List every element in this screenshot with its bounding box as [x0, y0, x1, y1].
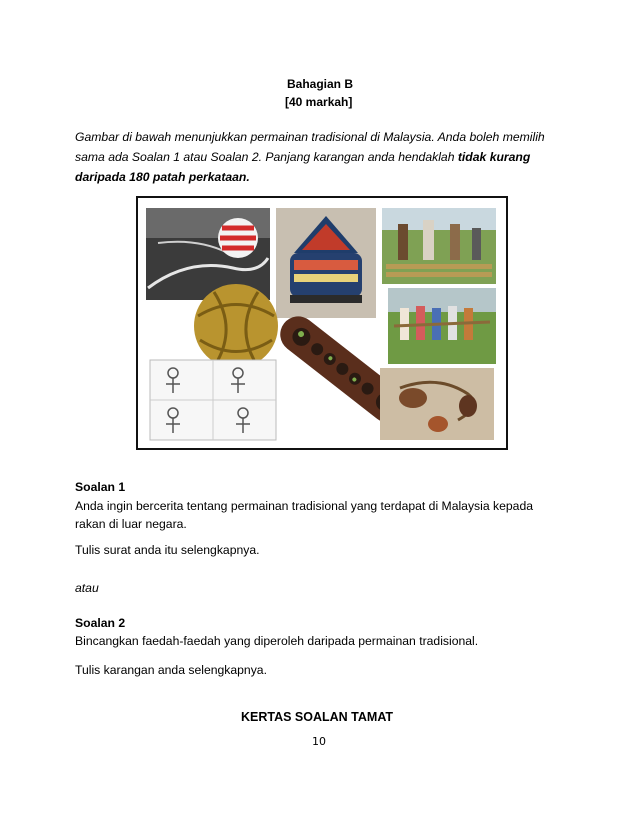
question-1-text: Anda ingin bercerita tentang permainan tradisional yang terdapat di Malaysia kepada rakan di luar negara. — [75, 499, 534, 531]
marks-label: [40 markah] — [285, 95, 353, 109]
gasing-tops-with-string-photo — [380, 368, 494, 440]
question-2-instruction: Tulis karangan anda selengkapnya. — [75, 663, 267, 677]
section-title: Bahagian B — [287, 77, 354, 91]
collage-illustration — [138, 198, 506, 448]
tug-of-war-photo — [388, 288, 496, 364]
gasing-spinning-top-photo — [146, 208, 270, 300]
instructions-word-limit: tidak kurang daripada 180 patah perkataan. — [75, 150, 531, 184]
wau-kite-photo — [276, 208, 376, 318]
or-separator: atau — [75, 581, 99, 595]
question-2-title: Soalan 2 — [75, 616, 126, 630]
bamboo-walking-game-photo — [382, 208, 496, 284]
question-1-instruction: Tulis surat anda itu selengkapnya. — [75, 543, 260, 557]
question-2-text: Bincangkan faedah-faedah yang diperoleh daripada permainan tradisional. — [75, 634, 479, 648]
children-playing-sketch — [150, 360, 276, 440]
page-number: 10 — [312, 735, 326, 748]
instructions-paragraph — [75, 127, 565, 187]
instructions-text: Gambar di bawah menunjukkan permainan tradisional di Malaysia. Anda boleh memilih sama ada Soalan 1 atau Soalan 2. Panjang karangan anda hendaklah — [75, 130, 545, 164]
end-of-paper-label: KERTAS SOALAN TAMAT — [241, 710, 394, 724]
sepak-raga-rattan-ball-photo — [194, 284, 278, 368]
traditional-games-collage — [136, 196, 508, 450]
question-1-title: Soalan 1 — [75, 480, 126, 494]
